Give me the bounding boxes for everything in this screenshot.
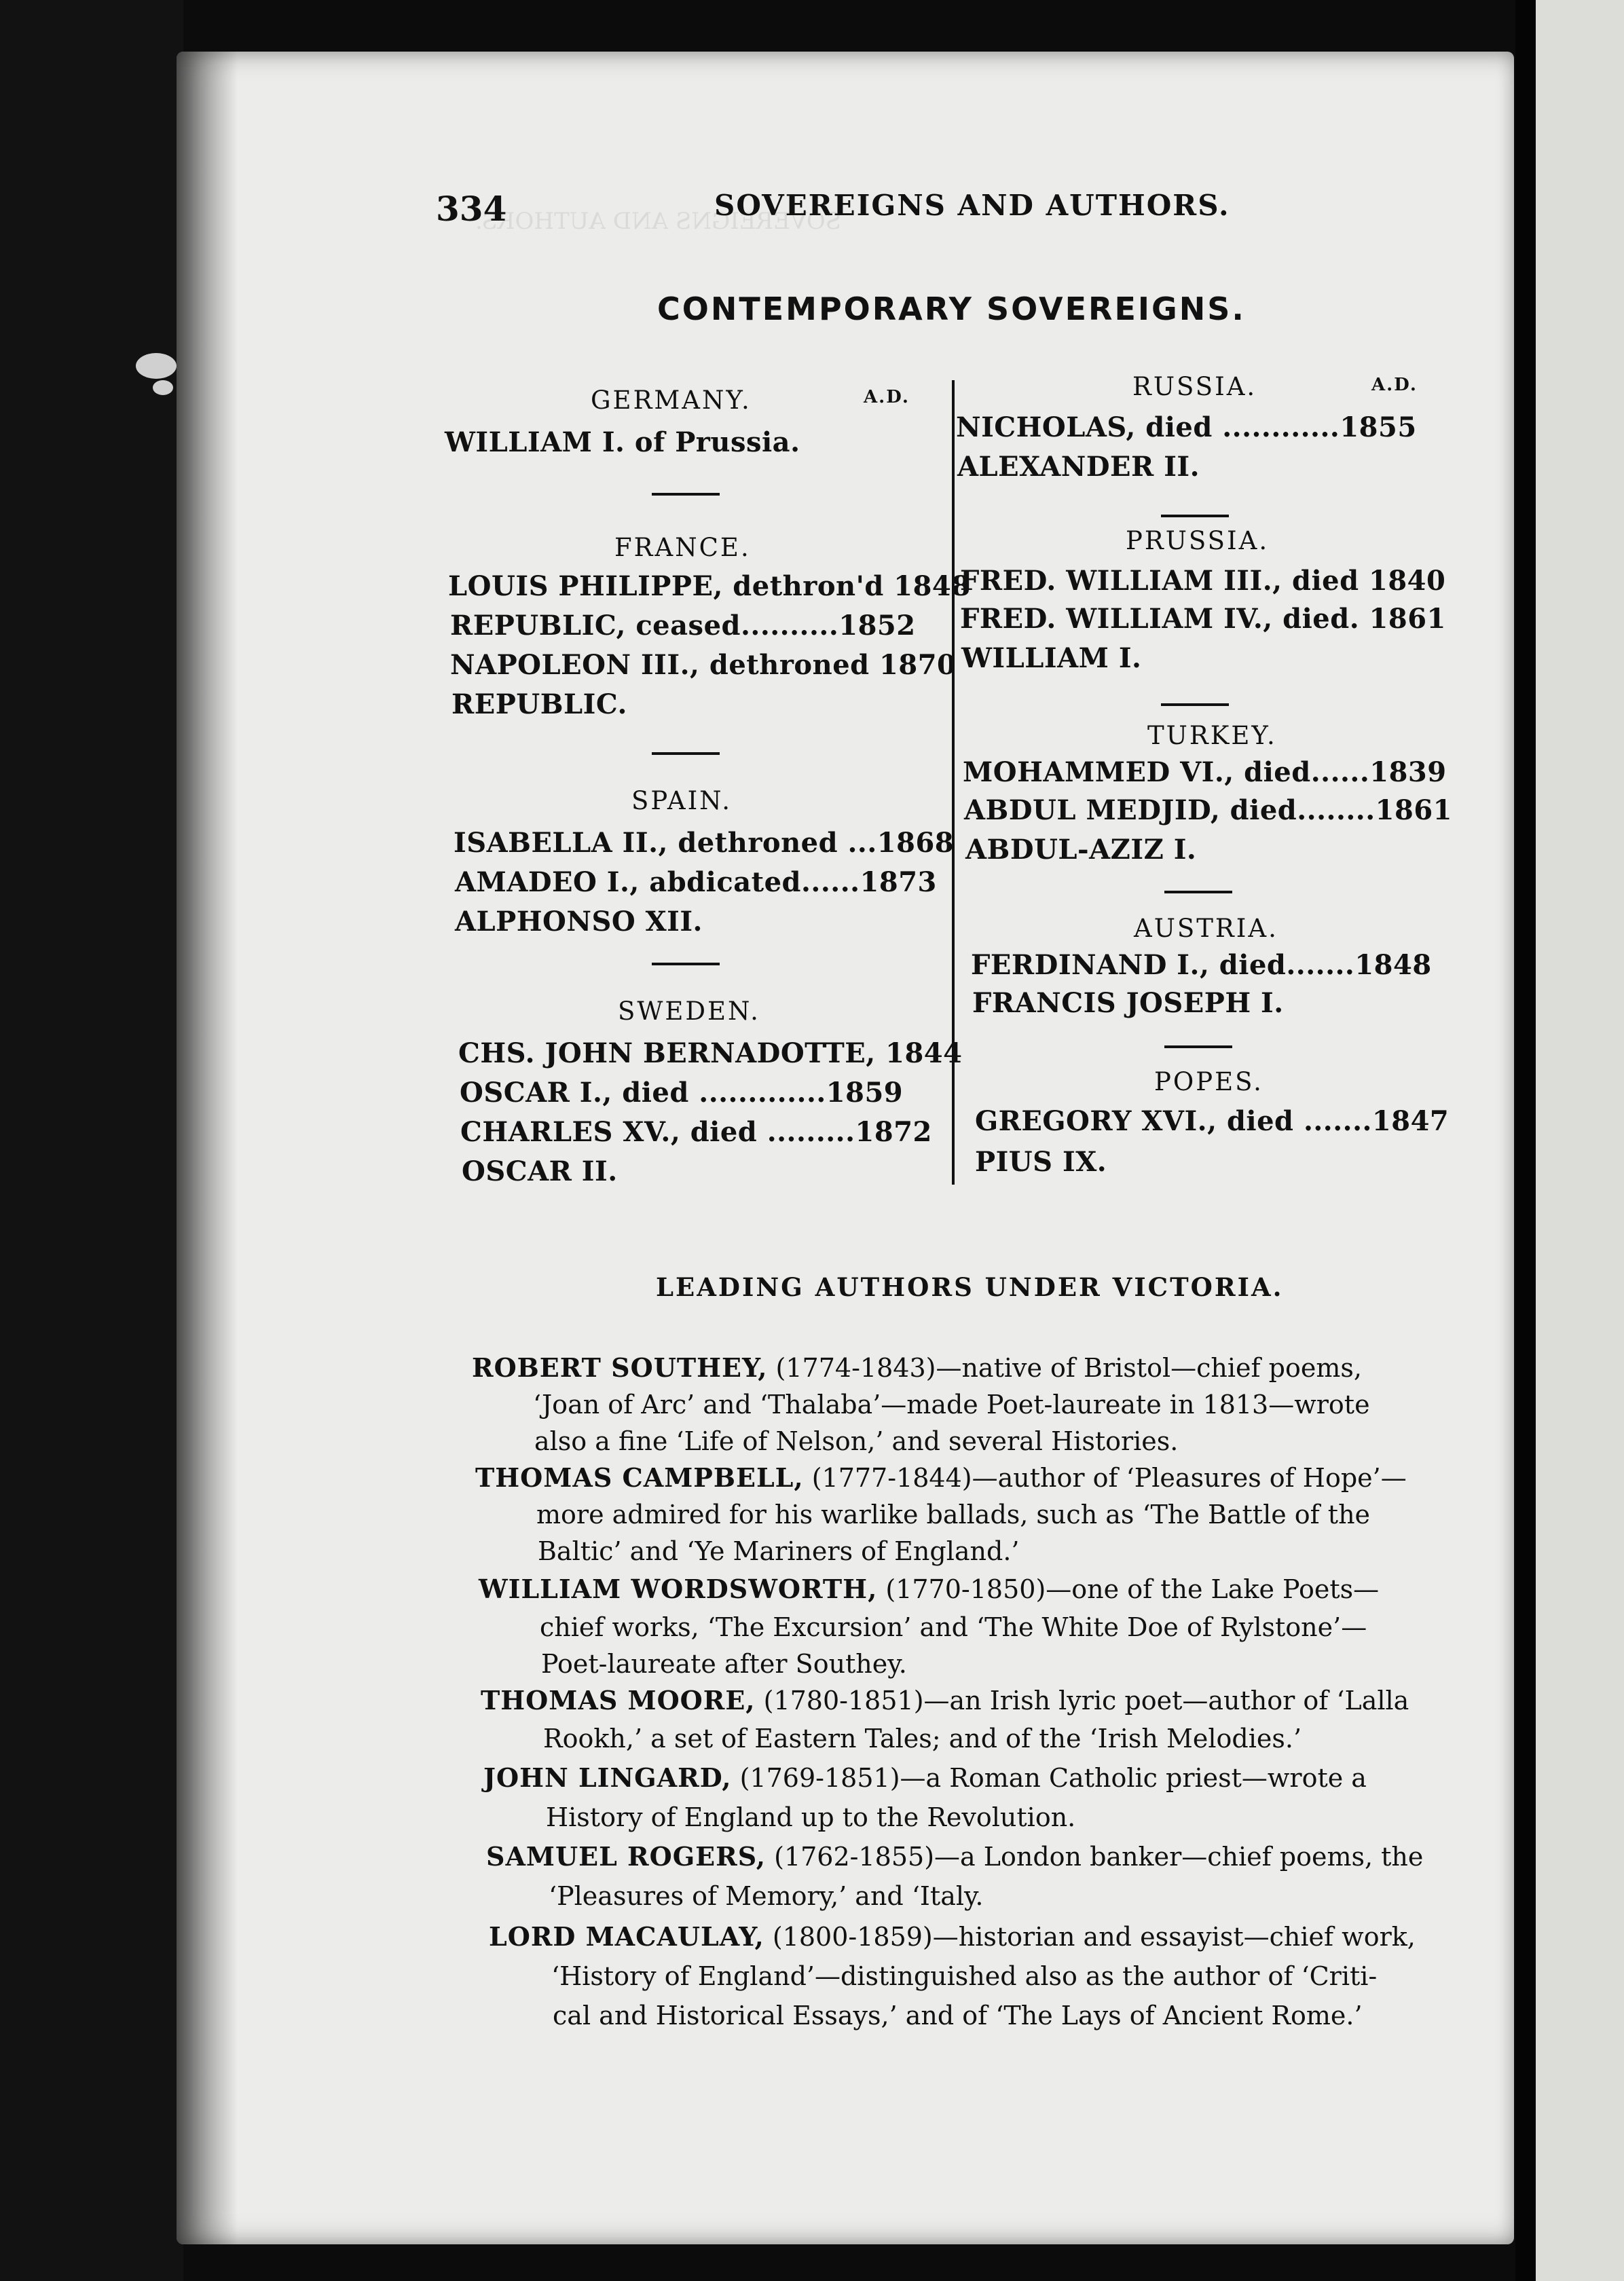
author-text: (1774-1843)—native of Bristol—chief poems, (767, 1353, 1362, 1383)
author-entry-first-line (489, 1918, 1416, 1955)
author-entry-line: cal and Historical Essays,’ and of ‘The Lays of Ancient Rome.’ (553, 2001, 1363, 2030)
sovereign-entry: NICHOLAS, died ............1855 (956, 411, 1417, 443)
sovereign-entry: GREGORY XVI., died .......1847 (975, 1105, 1450, 1137)
running-head: SOVEREIGNS AND AUTHORS. (714, 189, 1230, 222)
authors-title: LEADING AUTHORS UNDER VICTORIA. (656, 1272, 1284, 1302)
sovereign-entry: OSCAR I., died .............1859 (460, 1077, 904, 1109)
sovereign-entry: ABDUL-AZIZ I. (965, 834, 1197, 866)
author-entry-first-line (472, 1350, 1362, 1386)
country-heading-popes: POPES. (1154, 1067, 1263, 1096)
author-text: (1780-1851)—an Irish lyric poet—author of ‘Lalla (755, 1686, 1409, 1716)
sovereign-entry: NAPOLEON III., dethroned 1870 (450, 649, 957, 681)
sovereigns-title: CONTEMPORARY SOVEREIGNS. (657, 291, 1246, 327)
scan-dust (136, 353, 177, 379)
author-entry-first-line (479, 1571, 1379, 1608)
sovereign-entry: FRANCIS JOSEPH I. (972, 987, 1284, 1019)
sovereign-entry: AMADEO I., abdicated......1873 (455, 866, 937, 898)
country-heading-sweden: SWEDEN. (618, 997, 760, 1026)
ad-label-left: A.D. (864, 387, 910, 407)
author-text: (1762-1855)—a London banker—chief poems, the (766, 1842, 1424, 1872)
author-text: (1769-1851)—a Roman Catholic priest—wrote a (731, 1763, 1367, 1793)
country-heading-russia: RUSSIA. (1132, 372, 1257, 401)
section-rule (652, 752, 720, 755)
book-page (177, 52, 1514, 2244)
sovereign-entry: MOHAMMED VI., died......1839 (963, 756, 1447, 788)
author-name: WILLIAM WORDSWORTH, (479, 1574, 878, 1604)
author-entry-line: ‘Joan of Arc’ and ‘Thalaba’—made Poet-laureate in 1813—wrote (533, 1390, 1370, 1420)
author-entry-first-line (475, 1460, 1407, 1496)
sovereign-entry: OSCAR II. (462, 1155, 618, 1187)
sovereign-entry: ALEXANDER II. (957, 451, 1200, 483)
section-rule (1164, 891, 1232, 893)
section-rule (1164, 1045, 1232, 1048)
sovereign-entry: CHS. JOHN BERNADOTTE, 1844 (458, 1037, 963, 1069)
country-heading-germany: GERMANY. (591, 386, 752, 415)
sovereign-entry: ALPHONSO XII. (455, 906, 703, 938)
author-entry-line: ‘History of England’—distinguished also as the author of ‘Criti- (551, 1961, 1378, 1991)
section-rule (652, 963, 720, 965)
scan-dust (153, 380, 173, 395)
sovereign-entry: FRED. WILLIAM IV., died. 1861 (960, 603, 1446, 635)
sovereign-entry: LOUIS PHILIPPE, dethron'd 1848 (448, 570, 971, 602)
author-text: (1770-1850)—one of the Lake Poets— (877, 1574, 1380, 1604)
country-heading-austria: AUSTRIA. (1134, 914, 1278, 943)
author-text: (1800-1859)—historian and essayist—chief work, (764, 1922, 1416, 1952)
section-rule (652, 493, 720, 496)
author-entry-first-line (481, 1682, 1409, 1719)
author-name: ROBERT SOUTHEY, (472, 1352, 768, 1383)
country-heading-spain: SPAIN. (631, 786, 732, 815)
author-entry-line: chief works, ‘The Excursion’ and ‘The White Doe of Rylstone’— (540, 1612, 1367, 1642)
section-rule (1161, 515, 1229, 517)
author-name: JOHN LINGARD, (483, 1762, 732, 1793)
author-entry-line: History of England up to the Revolution. (546, 1802, 1076, 1832)
author-name: THOMAS CAMPBELL, (475, 1462, 804, 1493)
author-entry-line: Rookh,’ a set of Eastern Tales; and of the ‘Irish Melodies.’ (543, 1724, 1302, 1754)
scan-margin-left (0, 0, 183, 2281)
author-name: LORD MACAULAY, (489, 1921, 764, 1952)
page-number: 334 (436, 189, 507, 229)
sovereign-entry: CHARLES XV., died .........1872 (460, 1116, 932, 1148)
sovereign-entry: PIUS IX. (975, 1146, 1107, 1178)
sovereign-entry: ABDUL MEDJID, died........1861 (964, 794, 1452, 826)
sovereign-entry: ISABELLA II., dethroned ...1868 (454, 827, 955, 859)
author-entry-line: Poet-laureate after Southey. (541, 1649, 907, 1679)
show-through-text: SOVEREIGNS AND AUTHORS. (475, 208, 842, 235)
page-gutter-shadow (177, 52, 238, 2244)
author-entry-line: more admired for his warlike ballads, such as ‘The Battle of the (536, 1500, 1371, 1529)
author-entry-first-line (486, 1838, 1423, 1875)
author-entry-line: ‘Pleasures of Memory,’ and ‘Italy. (549, 1881, 984, 1911)
next-page-edge (1515, 0, 1537, 2281)
sovereign-entry: FERDINAND I., died.......1848 (971, 949, 1432, 981)
sovereign-entry: WILLIAM I. of Prussia. (445, 426, 800, 458)
sovereign-entry: WILLIAM I. (961, 642, 1142, 674)
sovereign-entry: FRED. WILLIAM III., died 1840 (960, 565, 1446, 597)
next-page (1536, 0, 1624, 2281)
section-rule (1161, 703, 1229, 706)
author-name: THOMAS MOORE, (481, 1685, 756, 1716)
country-heading-turkey: TURKEY. (1147, 721, 1277, 750)
sovereign-entry: REPUBLIC, ceased..........1852 (450, 610, 916, 642)
author-entry-line: Baltic’ and ‘Ye Mariners of England.’ (538, 1536, 1020, 1566)
author-entry-line: also a fine ‘Life of Nelson,’ and several Histories. (534, 1426, 1179, 1456)
author-entry-first-line (483, 1760, 1367, 1796)
author-text: (1777-1844)—author of ‘Pleasures of Hope’— (803, 1463, 1407, 1493)
author-name: SAMUEL ROGERS, (486, 1841, 767, 1872)
country-heading-prussia: PRUSSIA. (1126, 526, 1270, 555)
sovereign-entry: REPUBLIC. (451, 688, 627, 720)
ad-label-right: A.D. (1371, 375, 1418, 395)
country-heading-france: FRANCE. (614, 533, 751, 562)
